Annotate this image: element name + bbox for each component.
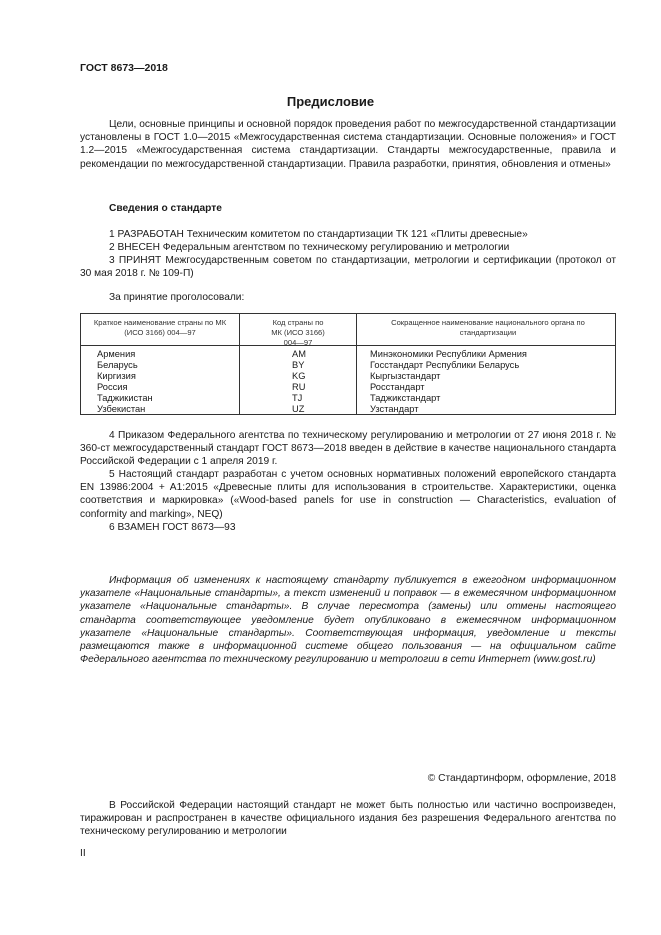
table-cell: BY — [292, 360, 305, 370]
item-1: 1 РАЗРАБОТАН Техническим комитетом по стандартизации ТК 121 «Плиты древесные» — [109, 229, 528, 240]
table-cell: KG — [292, 371, 306, 381]
voted-label: За принятие проголосовали: — [109, 292, 245, 303]
table-cell: Таджикистан — [97, 393, 153, 403]
table-header-code: Код страны по МК (ИСО 3166) 004—97 — [271, 318, 325, 347]
item-6: 6 ВЗАМЕН ГОСТ 8673—93 — [109, 522, 236, 533]
voting-table — [80, 313, 616, 415]
changes-notice: Информация об изменениях к настоящему стандарту публикуется в ежегодном информационном указателе «Национальные стандарты», а текст изменений и поправок — в ежемесячном информационном указателе «Национальные стандарты». В случае пересмотра (замены) или отмены настоящего стандарта соответствующее уведомление будет опубликовано в ежемесячном информационном указателе «Национальные стандарты». Соответствующая информация, уведомление и тексты размещаются также в информационной системе общего пользования — на официальном сайте Федерального агентства по техническому регулированию и метрологии в сети Интернет (www.gost.ru) — [80, 575, 616, 666]
table-divider — [356, 314, 357, 414]
table-header-body: Сокращенное наименование национального органа по стандартизации — [391, 318, 585, 337]
item-5: 5 Настоящий стандарт разработан с учетом основных нормативных положений европейского стандарта EN 13986:2004 + A1:2015 «Древесные плиты для использования в строительстве. Характеристики, оценка соответствия и маркировка» («Wood-based panels for use in construction — Characteristics, evaluation of conformity and marking», NEQ) — [80, 469, 616, 520]
item-4: 4 Приказом Федерального агентства по техническому регулированию и метрологии от 27 июня 2018 г. № 360-ст межгосударственный стандарт ГОСТ 8673—2018 введен в действие в качестве национального стандарта Российской Федерации с 1 апреля 2019 г. — [80, 430, 616, 468]
table-cell: Таджикстандарт — [370, 393, 441, 403]
rights-paragraph: В Российской Федерации настоящий стандарт не может быть полностью или частично воспроизведен, тиражирован и распространен в качестве официального издания без разрешения Федерального агентства по техническому регулированию и метрологии — [80, 800, 616, 838]
document-code-header: ГОСТ 8673—2018 — [80, 62, 168, 74]
table-cell: UZ — [292, 404, 305, 414]
table-cell: Киргизия — [97, 371, 136, 381]
table-cell: Узстандарт — [370, 404, 419, 414]
table-column-country — [97, 349, 153, 415]
table-cell: Армения — [97, 349, 136, 359]
table-column-body — [370, 349, 527, 415]
intro-paragraph: Цели, основные принципы и основной порядок проведения работ по межгосударственной стандартизации установлены в ГОСТ 1.0—2015 «Межгосударственная система стандартизации. Основные положения» и ГОСТ 1.2—2015 «Межгосударственная система стандартизации. Стандарты межгосударственные, правила и рекомендации по межгосударственной стандартизации. Правила разработки, принятия, обновления и отмены» — [80, 119, 616, 170]
info-heading: Сведения о стандарте — [109, 203, 222, 214]
page-number: II — [80, 848, 86, 859]
table-header-country: Краткое наименование страны по МК (ИСО 3166) 004—97 — [93, 318, 227, 337]
page-title: Предисловие — [286, 94, 375, 109]
table-cell: Минэкономики Республики Армения — [370, 349, 527, 359]
item-3: 3 ПРИНЯТ Межгосударственным советом по стандартизации, метрологии и сертификации (протокол от 30 мая 2018 г. № 109-П) — [80, 255, 616, 280]
copyright-line: © Стандартинформ, оформление, 2018 — [427, 773, 616, 784]
table-cell: TJ — [292, 393, 303, 403]
table-cell: Россия — [97, 382, 128, 392]
table-cell: Росстандарт — [370, 382, 425, 392]
table-divider — [239, 314, 240, 414]
table-cell: Беларусь — [97, 360, 138, 370]
table-cell: RU — [292, 382, 306, 392]
table-cell: AM — [292, 349, 306, 359]
table-cell: Узбекистан — [97, 404, 146, 414]
table-column-code — [292, 349, 306, 415]
table-cell: Госстандарт Республики Беларусь — [370, 360, 520, 370]
item-2: 2 ВНЕСЕН Федеральным агентством по техническому регулированию и метрологии — [109, 242, 510, 253]
table-cell: Кыргызстандарт — [370, 371, 441, 381]
